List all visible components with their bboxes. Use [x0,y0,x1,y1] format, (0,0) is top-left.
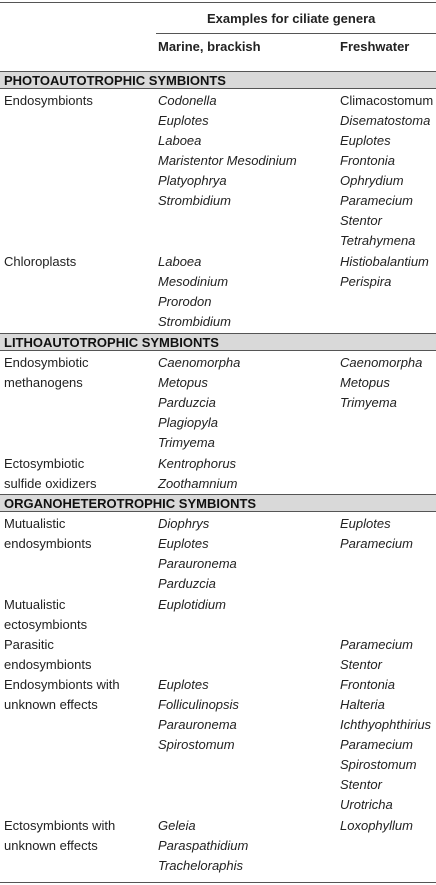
row-marine-genera: Euplotes Folliculinopsis Parauronema Spirostomum [158,677,239,752]
row-marine-genera: Codonella Euplotes Laboea Maristentor Mesodinium Platyophrya Strombidium [158,93,297,208]
row-freshwater-genera: Loxophyllum [340,818,413,833]
row-category: Ectosymbiotic sulfide oxidizers [4,456,97,491]
row-marine-genera: Diophrys Euplotes Parauronema Parduzcia [158,516,237,591]
section-title: ORGANOHETEROTROPHIC SYMBIONTS [4,496,257,511]
row-category: Mutualistic ectosymbionts [4,597,88,632]
row-marine-genera: Kentrophorus Zoothamnium [158,456,238,491]
row-freshwater-genera: Paramecium Stentor [340,637,413,672]
row-freshwater-genera: Caenomorpha Metopus Trimyema [340,355,423,410]
section-title: LITHOAUTOTROPHIC SYMBIONTS [4,335,219,350]
table-top-rule [0,2,436,3]
row-category: Chloroplasts [4,254,77,269]
row-freshwater-genera: Climacostomum Disematostoma Euplotes Frontonia Ophrydium Paramecium Stentor Tetrahymena [340,93,434,248]
table-bottom-rule [0,882,436,883]
column-group-header: Examples for ciliate genera [207,11,376,26]
section-header-photoautotrophic [0,71,436,89]
row-freshwater-genera: Histiobalantium Perispira [340,254,429,289]
row-category: Endosymbionts [4,93,93,108]
row-marine-genera: Caenomorpha Metopus Parduzcia Plagiopyla Trimyema [158,355,241,450]
row-category: Endosymbiotic methanogens [4,355,89,390]
row-marine-genera: Euplotidium [158,597,226,612]
section-title: PHOTOAUTOTROPHIC SYMBIONTS [4,73,226,88]
row-category: Mutualistic endosymbionts [4,516,92,551]
column-header-marine: Marine, brackish [158,39,261,54]
row-freshwater-genera: Euplotes Paramecium [340,516,413,551]
section-header-lithoautotrophic [0,333,436,351]
row-marine-genera: Laboea Mesodinium Prorodon Strombidium [158,254,231,329]
row-marine-genera: Geleia Paraspathidium Tracheloraphis [158,818,249,873]
row-freshwater-genera: Frontonia Halteria Ichthyophthirius Paramecium Spirostomum Stentor Urotricha [340,677,432,812]
row-category: Parasitic endosymbionts [4,637,92,672]
row-category: Endosymbionts with unknown effects [4,677,120,712]
column-group-rule [156,33,436,34]
section-header-organoheterotrophic [0,494,436,512]
row-category: Ectosymbionts with unknown effects [4,818,116,853]
column-header-freshwater: Freshwater [340,39,410,54]
